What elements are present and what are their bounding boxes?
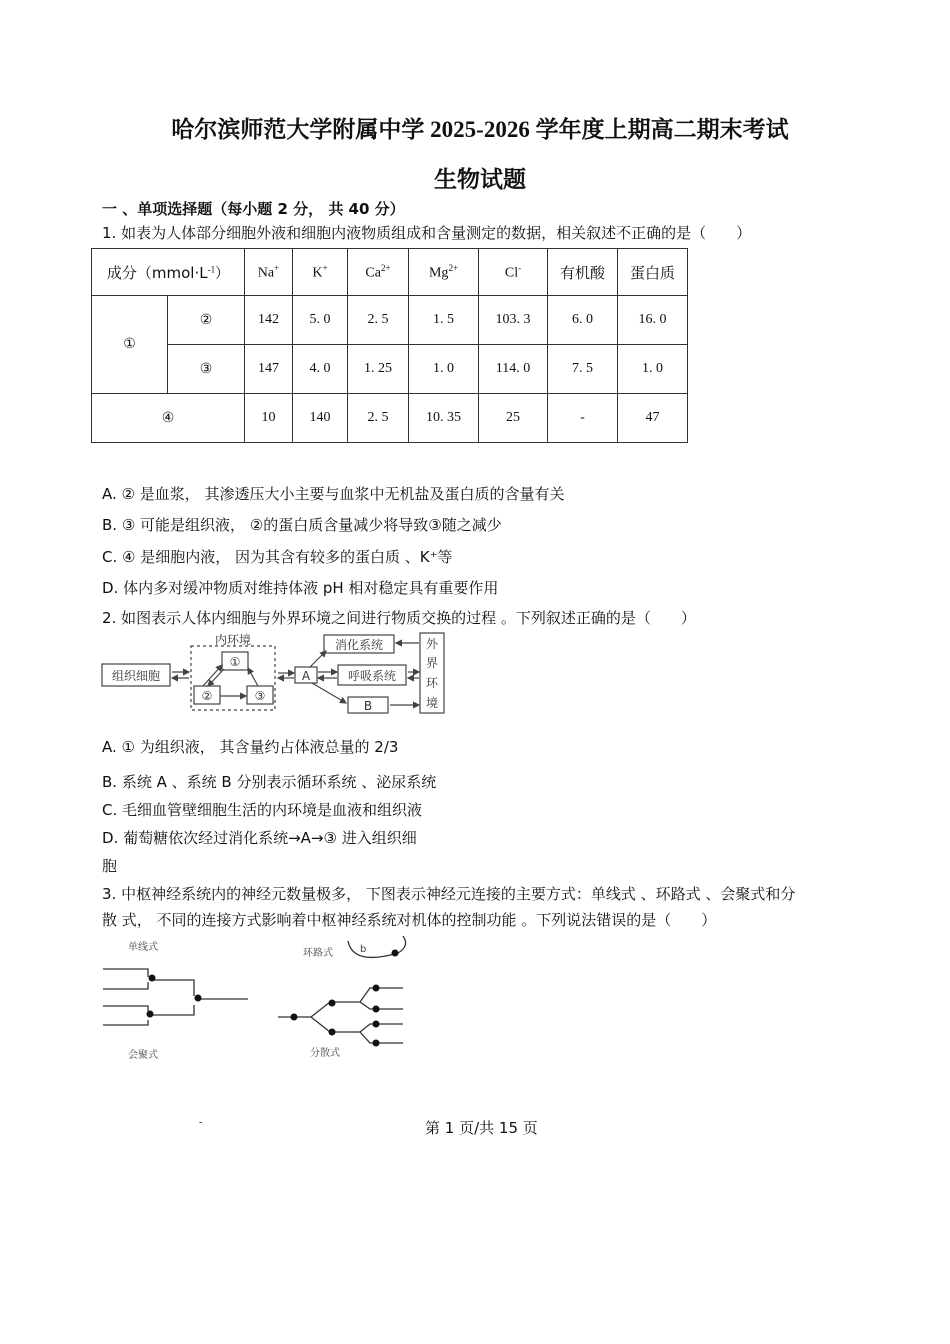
label-converge: 会聚式 [128, 1050, 158, 1061]
exam-title: 哈尔滨师范大学附属中学 2025-2026 学年度上期高二期末考试 [171, 117, 789, 142]
text-label: b [360, 944, 367, 955]
table-cell: 4. 0 [293, 345, 348, 394]
label-loop: 环路式 [303, 948, 333, 959]
table-cell: 1. 25 [348, 345, 409, 394]
col-protein: 蛋白质 [618, 249, 688, 296]
exam-subtitle: 生物试题 [434, 167, 526, 192]
table-cell: 1. 0 [409, 345, 479, 394]
diagram-cell-label: 组织细胞 [111, 669, 161, 683]
text-label: Mg [428, 265, 449, 281]
q2-exchange-diagram [98, 632, 454, 716]
col-organic-acid: 有机酸 [548, 249, 618, 296]
label-diverge: 分散式 [310, 1048, 340, 1059]
table-cell: 147 [245, 345, 293, 394]
text-label: ） [215, 266, 230, 282]
text-label: Ca [365, 265, 381, 281]
text-label: + [322, 262, 328, 273]
text-label: + [274, 262, 280, 273]
label-single-line: 单线式 [128, 942, 158, 953]
q1-option-c: C. ④ 是细胞内液， 因为其含有较多的蛋白质 、K⁺等 [102, 548, 453, 566]
table-cell: 16. 0 [618, 296, 688, 345]
col-cl [479, 249, 548, 296]
text-label: 界 [425, 656, 439, 670]
text-label: 2+ [448, 262, 459, 273]
text-label: 境 [425, 696, 439, 710]
q3-neuron-diagram [98, 936, 418, 1066]
text-label: -1 [207, 263, 216, 274]
table-cell: 5. 0 [293, 296, 348, 345]
table-row [92, 394, 688, 443]
text-label: 呼吸系统 [347, 669, 397, 683]
q2-option-d: D. 葡萄糖依次经过消化系统→A→③ 进入组织细 [102, 829, 417, 847]
q1-option-a: A. ② 是血浆， 其渗透压大小主要与血浆中无机盐及蛋白质的含量有关 [102, 485, 565, 503]
text-label: 环 [425, 676, 439, 690]
text-label: ① [229, 655, 241, 669]
col-k [293, 249, 348, 296]
q2-stem: 2. 如图表示人体内细胞与外界环境之间进行物质交换的过程 。下列叙述正确的是（ ） [102, 609, 696, 627]
col-mg [409, 249, 479, 296]
text-label: 消化系统 [334, 638, 384, 652]
table-cell: 142 [245, 296, 293, 345]
table-cell: 7. 5 [548, 345, 618, 394]
table-cell: 2. 5 [348, 296, 409, 345]
text-label: ③ [254, 689, 266, 703]
q1-table [91, 248, 688, 443]
page-number: 第 1 页/共 15 页 [425, 1119, 538, 1137]
col-ca [348, 249, 409, 296]
q2-option-c: C. 毛细血管壁细胞生活的内环境是血液和组织液 [102, 801, 423, 819]
table-cell: 103. 3 [479, 296, 548, 345]
footer-mark: - [199, 1117, 203, 1128]
table-header-label [92, 249, 245, 296]
q3-stem-line2: 散 式， 不同的连接方式影响着中枢神经系统对机体的控制功能 。下列说法错误的是（ ） [102, 911, 717, 929]
table-cell: 10. 35 [409, 394, 479, 443]
table-cell: 114. 0 [479, 345, 548, 394]
table-cell: 25 [479, 394, 548, 443]
q1-option-b: B. ③ 可能是组织液， ②的蛋白质含量减少将导致③随之减少 [102, 516, 502, 534]
table-cell: 47 [618, 394, 688, 443]
table-cell: ③ [168, 345, 245, 394]
text-label: - [518, 262, 522, 273]
q1-option-d: D. 体内多对缓冲物质对维持体液 pH 相对稳定具有重要作用 [102, 579, 499, 597]
q2-option-a: A. ① 为组织液， 其含量约占体液总量的 2/3 [102, 738, 399, 756]
table-cell: 140 [293, 394, 348, 443]
table-cell: ② [168, 296, 245, 345]
text-label: K [312, 265, 323, 281]
table-cell: 1. 0 [618, 345, 688, 394]
text-label: A [301, 669, 311, 683]
table-cell: ④ [92, 394, 245, 443]
text-label: 成分（mmol·L [106, 263, 208, 282]
section-heading: 一 、单项选择题（每小题 2 分， 共 40 分） [102, 200, 405, 218]
table-cell: 6. 0 [548, 296, 618, 345]
col-na [245, 249, 293, 296]
diagram-env-label: 内环境 [214, 633, 252, 647]
table-cell: - [548, 394, 618, 443]
text-label: Na [257, 265, 275, 281]
table-cell: ① [92, 296, 168, 394]
q1-stem: 1. 如表为人体部分细胞外液和细胞内液物质组成和含量测定的数据，相关叙述不正确的是（ ） [102, 224, 752, 242]
q3-stem-line1: 3. 中枢神经系统内的神经元数量极多， 下图表示神经元连接的主要方式：单线式 、环路式 、会聚式和分 [102, 885, 796, 903]
table-cell: 1. 5 [409, 296, 479, 345]
table-cell: 10 [245, 394, 293, 443]
text-label: B [363, 699, 373, 713]
text-label: 2+ [380, 262, 391, 273]
q2-option-d-cont: 胞 [102, 857, 118, 875]
table-row [92, 345, 688, 394]
table-row [92, 296, 688, 345]
text-label: Cl [504, 265, 519, 281]
table-cell: 2. 5 [348, 394, 409, 443]
text-label: ② [201, 689, 213, 703]
q2-option-b: B. 系统 A 、系统 B 分别表示循环系统 、泌尿系统 [102, 773, 437, 791]
text-label: 外 [425, 637, 439, 651]
